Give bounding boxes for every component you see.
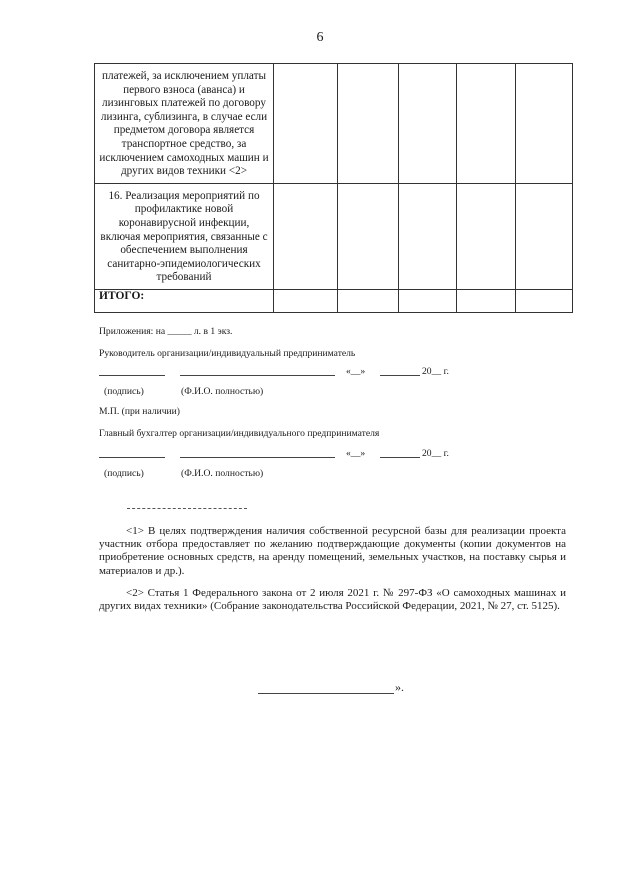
table-cell bbox=[399, 64, 457, 184]
stamp-note: М.П. (при наличии) bbox=[99, 406, 180, 417]
name-line bbox=[180, 375, 335, 376]
accountant-title: Главный бухгалтер организации/индивидуального предпринимателя bbox=[99, 428, 380, 439]
closing-line bbox=[258, 693, 394, 694]
table-cell bbox=[399, 289, 457, 312]
table-cell bbox=[274, 289, 338, 312]
name-line-2 bbox=[180, 457, 335, 458]
name-caption-2: (Ф.И.О. полностью) bbox=[181, 468, 264, 479]
total-label: ИТОГО: bbox=[99, 289, 145, 302]
table-row bbox=[95, 64, 573, 184]
table-cell bbox=[338, 183, 399, 289]
table-cell bbox=[457, 183, 516, 289]
name-caption: (Ф.И.О. полностью) bbox=[181, 386, 264, 397]
table-cell bbox=[274, 183, 338, 289]
footnote-1: <1> В целях подтверждения наличия собственной ресурсной базы для реализации проекта участник отбора предоставляет по желанию подтверждающие документы (копии документов на приобретение основных средств, на аренду помещений, земельных участков, на поставку сырья и материалов и др.). bbox=[99, 525, 566, 577]
table-cell bbox=[274, 64, 338, 184]
table-cell bbox=[338, 289, 399, 312]
sign-line bbox=[99, 375, 165, 376]
table-cell bbox=[516, 183, 573, 289]
date-month-line-2 bbox=[380, 457, 420, 458]
date-day: «__» bbox=[346, 366, 366, 377]
row-description: платежей, за исключением уплаты первого взноса (аванса) и лизинговых платежей по договору лизинга, сублизинга, в случае если предметом договора является транспортное средство, за исключением самоходных машин и других видов техники <2> bbox=[99, 70, 269, 178]
form-table bbox=[94, 63, 573, 313]
table-cell bbox=[516, 289, 573, 312]
sign-line-2 bbox=[99, 457, 165, 458]
footnote-separator bbox=[127, 508, 247, 509]
date-month-line bbox=[380, 375, 420, 376]
date-year: 20__ г. bbox=[422, 366, 449, 377]
table-cell bbox=[399, 183, 457, 289]
table-cell bbox=[516, 64, 573, 184]
table-row-total bbox=[95, 289, 573, 312]
table-row bbox=[95, 183, 573, 289]
table-cell bbox=[457, 289, 516, 312]
page-number: 6 bbox=[316, 30, 324, 45]
sign-caption-2: (подпись) bbox=[104, 468, 144, 479]
date-day-2: «__» bbox=[346, 448, 366, 459]
closing-quote: ». bbox=[395, 680, 404, 694]
table-cell bbox=[457, 64, 516, 184]
attachments-line: Приложения: на _____ л. в 1 экз. bbox=[99, 326, 233, 337]
head-title: Руководитель организации/индивидуальный предприниматель bbox=[99, 348, 356, 359]
table-cell bbox=[338, 64, 399, 184]
date-year-2: 20__ г. bbox=[422, 448, 449, 459]
sign-caption: (подпись) bbox=[104, 386, 144, 397]
row-description: 16. Реализация мероприятий по профилактике новой коронавирусной инфекции, включая мероприятия, связанные с обеспечением выполнения санитарно-эпидемиологических требований bbox=[100, 189, 268, 284]
footnote-2: <2> Статья 1 Федерального закона от 2 июля 2021 г. № 297-ФЗ «О самоходных машинах и других видах техники» (Собрание законодательства Российской Федерации, 2021, № 27, ст. 5125). bbox=[99, 587, 566, 613]
